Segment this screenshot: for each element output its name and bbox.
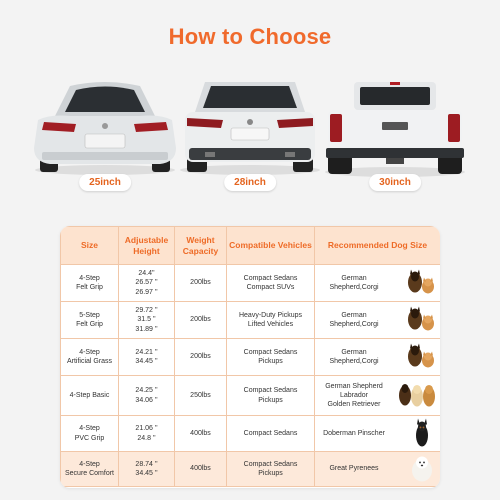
- pickup-rear-icon: [320, 78, 470, 178]
- spec-table: [60, 226, 440, 487]
- table-row: [61, 376, 441, 416]
- cell-size: 4-Step Artificial Grass: [61, 339, 119, 376]
- cell-height: 24.21 '' 34.45 '': [119, 339, 175, 376]
- cell-capacity: 200lbs: [175, 302, 227, 339]
- cell-capacity: 200lbs: [175, 265, 227, 302]
- dog-size-label: German Shepherd,Corgi: [329, 348, 379, 365]
- pickup-card: [320, 78, 470, 196]
- pyrenees-icon: [407, 452, 437, 485]
- cell-capacity: 400lbs: [175, 416, 227, 452]
- cell-dog-size: [315, 452, 441, 487]
- page-title: How to Choose: [168, 24, 332, 49]
- cell-height: 21.06 '' 24.8 '': [119, 416, 175, 452]
- dog-size-label: Doberman Pinscher: [323, 429, 385, 437]
- cell-vehicles: Compact Sedans Pickups: [227, 339, 315, 376]
- header-capacity: Weight Capacity: [175, 227, 227, 265]
- shepherd-corgi-icon: [403, 340, 437, 373]
- table-row: [61, 302, 441, 339]
- dog-size-label: Great Pyrenees: [329, 465, 379, 473]
- doberman-icon: [407, 417, 437, 450]
- table-row: [61, 339, 441, 376]
- cell-capacity: 400lbs: [175, 452, 227, 487]
- comparison-table: [60, 226, 440, 488]
- cell-size: 5-Step Felt Grip: [61, 302, 119, 339]
- shepherd-corgi-icon: [403, 266, 437, 299]
- cell-dog-size: [315, 376, 441, 416]
- suv-rear-icon: [175, 78, 325, 178]
- cell-dog-size: [315, 302, 441, 339]
- sedan-card: [30, 78, 180, 196]
- cell-size: 4-Step Basic: [61, 376, 119, 416]
- cell-size: 4-Step Felt Grip: [61, 265, 119, 302]
- cell-vehicles: Compact Sedans Compact SUVs: [227, 265, 315, 302]
- header-size: Size: [61, 227, 119, 265]
- cell-height: 29.72 '' 31.5 '' 31.89 '': [119, 302, 175, 339]
- cell-vehicles: Compact Sedans Pickups: [227, 452, 315, 487]
- table-row: [61, 452, 441, 487]
- cell-dog-size: [315, 416, 441, 452]
- size-pill-pickup: 30inch: [369, 174, 421, 191]
- table-header-row: [61, 227, 441, 265]
- cell-capacity: 200lbs: [175, 339, 227, 376]
- dog-size-label: German Shepherd,Corgi: [329, 311, 379, 328]
- header-vehicles: Compatible Vehicles: [227, 227, 315, 265]
- table-row: [61, 265, 441, 302]
- cell-height: 24.4'' 26.57 '' 26.97 '': [119, 265, 175, 302]
- shepherd-corgi-icon: [403, 303, 437, 336]
- cell-size: 4-Step Secure Comfort: [61, 452, 119, 487]
- header-height: Adjustable Height: [119, 227, 175, 265]
- vehicle-row: [0, 78, 500, 196]
- size-pill-suv: 28inch: [224, 174, 276, 191]
- cell-height: 28.74 '' 34.45 '': [119, 452, 175, 487]
- cell-height: 24.25 '' 34.06 '': [119, 376, 175, 416]
- size-pill-sedan: 25inch: [79, 174, 131, 191]
- cell-vehicles: Compact Sedans: [227, 416, 315, 452]
- cell-vehicles: Compact Sedans Pickups: [227, 376, 315, 416]
- header-dog-size: Recommended Dog Size: [315, 227, 441, 265]
- table-row: [61, 416, 441, 452]
- dog-size-label: German Shepherd Labrador Golden Retriever: [325, 382, 383, 409]
- cell-capacity: 250lbs: [175, 376, 227, 416]
- cell-size: 4-Step PVC Grip: [61, 416, 119, 452]
- cell-dog-size: [315, 265, 441, 302]
- three-dogs-icon: [397, 379, 437, 412]
- suv-card: [175, 78, 325, 196]
- cell-vehicles: Heavy-Duty Pickups Lifted Vehicles: [227, 302, 315, 339]
- cell-dog-size: [315, 339, 441, 376]
- dog-size-label: German Shepherd,Corgi: [329, 274, 379, 291]
- sedan-rear-icon: [30, 78, 180, 178]
